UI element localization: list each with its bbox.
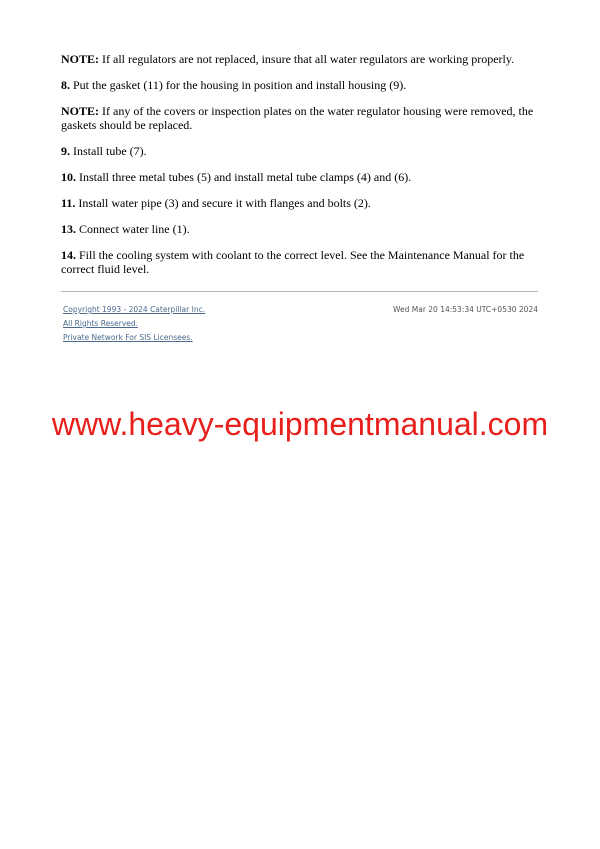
step-prefix: 10. <box>61 170 76 184</box>
step-text: Fill the cooling system with coolant to the correct level. See the Maintenance Manual for the correct fluid level. <box>61 248 525 276</box>
step-text: If all regulators are not replaced, insure that all water regulators are working properly. <box>99 52 515 66</box>
step-prefix: 14. <box>61 248 76 262</box>
footer-timestamp: Wed Mar 20 14:53:34 UTC+0530 2024 <box>393 305 538 314</box>
step-text: Put the gasket (11) for the housing in position and install housing (9). <box>70 78 407 92</box>
step-text: Install three metal tubes (5) and install metal tube clamps (4) and (6). <box>76 170 412 184</box>
step-text: Install water pipe (3) and secure it with flanges and bolts (2). <box>75 196 371 210</box>
step-prefix: 8. <box>61 78 70 92</box>
procedure-steps <box>61 52 545 288</box>
step-prefix: NOTE: <box>61 52 100 66</box>
footer-divider <box>61 291 538 292</box>
copyright-link[interactable]: Copyright 1993 - 2024 Caterpillar Inc. <box>63 305 206 314</box>
watermark-url: www.heavy-equipmentmanual.com <box>51 406 549 442</box>
step-prefix: NOTE: <box>61 104 100 118</box>
step-text: If any of the covers or inspection plates on the water regulator housing were removed, the gaskets should be replaced. <box>61 104 534 132</box>
step-prefix: 13. <box>61 222 76 236</box>
step-8 <box>61 78 545 92</box>
step-11 <box>61 196 545 210</box>
step-prefix: 11. <box>61 196 76 210</box>
rights-link[interactable]: All Rights Reserved. <box>63 319 139 328</box>
footer-links <box>63 303 205 345</box>
step-prefix: 9. <box>61 144 70 158</box>
step-10 <box>61 170 545 184</box>
step-text: Install tube (7). <box>70 144 147 158</box>
step-note-regulators <box>61 52 545 66</box>
step-13 <box>61 222 545 236</box>
network-link[interactable]: Private Network For SIS Licensees. <box>63 333 193 342</box>
step-note-gaskets <box>61 104 545 132</box>
step-text: Connect water line (1). <box>76 222 190 236</box>
step-9 <box>61 144 545 158</box>
step-14 <box>61 248 545 276</box>
